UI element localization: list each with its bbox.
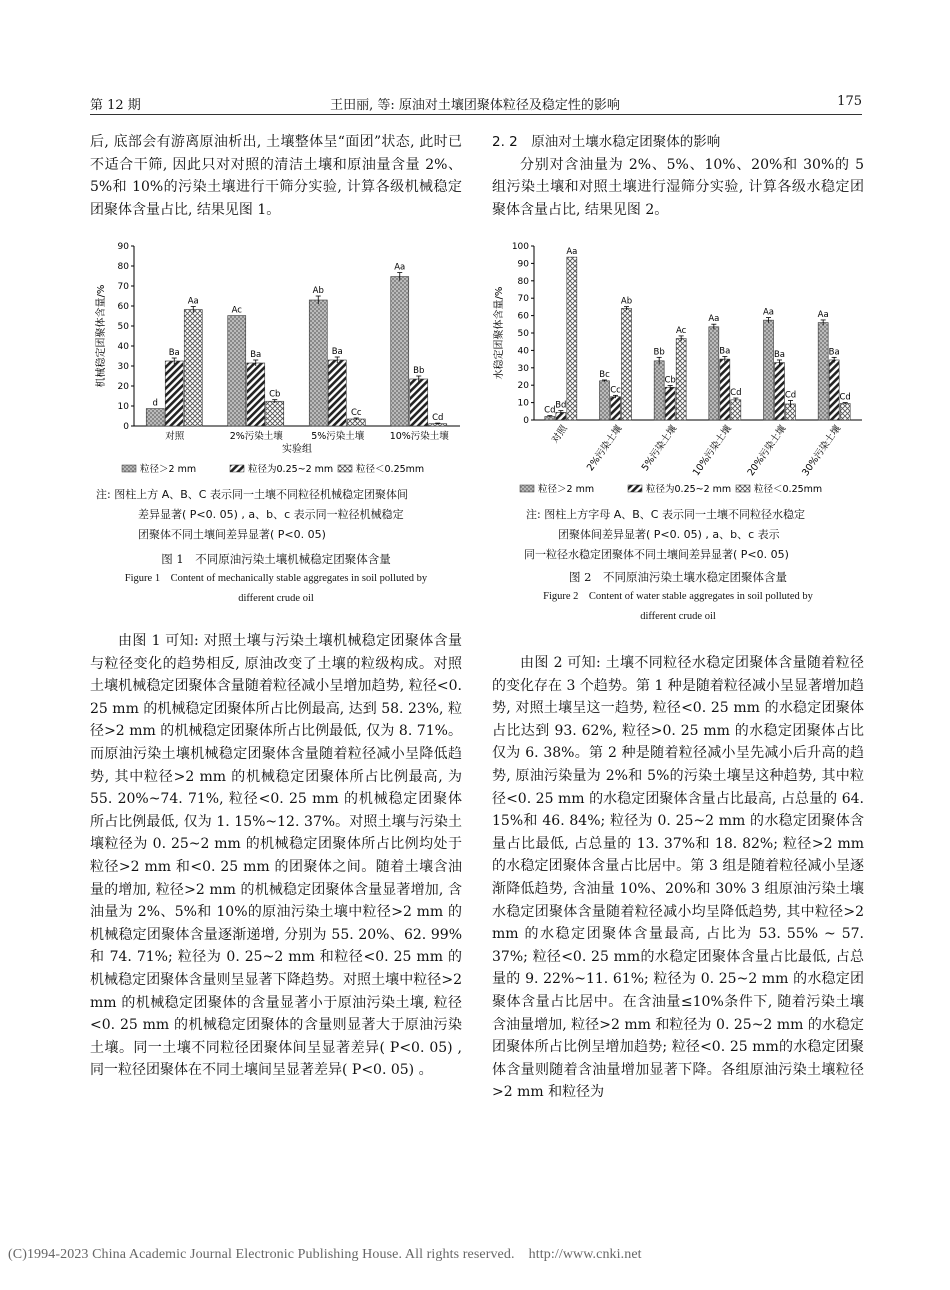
bar [764,320,774,420]
significance-label: Aa [762,307,775,318]
significance-label: Aa [187,296,199,307]
y-tick-label: 30 [517,363,529,374]
significance-label: Bc [599,369,610,380]
significance-label: Aa [708,314,720,325]
y-tick-label: 60 [117,302,129,312]
x-category-label: 对照 [549,423,570,446]
x-category-label: 10%污染土壤 [389,431,449,442]
bar [676,338,686,420]
left-body-paragraph: 由图 1 可知: 对照土壤与污染土壤机械稳定团聚体含量与粒径变化的趋势相反, 原油改变了土壤的粒级构成。对照土壤机械稳定团聚体含量随着粒径减小呈增加趋势, 粒径<0. 25 mm 的机械稳定团聚体所占比例最高, 达到 58. 23%, 粒径>2 mm 的机械稳定团聚体所占比例最低, 仅为 8. 71%。而原油污染土壤机械稳定团聚体含量随着粒径减小呈降低趋势, 其中粒径>2 mm 的机械稳定团聚体所占比例最高, 为 55. 20%~74. 71%, 粒径<0. 25 mm 的机械稳定团聚体所占比例最低, 仅为 1. 15%~12. 37%。对照土壤与污染土壤粒径为 0. 25~2 mm 的机械稳定团聚体所占比例均处于粒径>2 mm 和<0. 25 mm 的团聚体之间。随着土壤含油量的增加, 粒径>2 mm 的机械稳定团聚体含量显著增加, 含油量为 2%、5%和 10%的原油污染土壤中粒径>2 mm 的机械稳定团聚体含量逐渐递增, 分别为 55. 20%、62. 99%和 74. 71%; 粒径为 0. 25~2 mm 和粒径<0. 25 mm 的机械稳定团聚体含量则呈显著下降趋势。对照土壤中粒径>2 mm 的机械稳定团聚体的含量显著小于原油污染土壤, 粒径<0. 25 mm 的机械稳定团聚体的含量则显著大于原油污染土壤。同一土壤不同粒径团聚体间呈显著差异( P<0. 05) , 同一粒径团聚体在不同土壤间呈显著差异( P<0. 05) 。 [90,633,462,1079]
x-category-label: 20%污染土壤 [745,423,789,479]
x-category-label: 对照 [165,431,185,442]
significance-label: d [152,398,158,409]
significance-label: Cd [544,405,556,416]
legend-label: 粒径＞2 mm [140,464,197,475]
bar [775,363,785,420]
significance-label: Cc [350,408,362,418]
x-category-label: 5%污染土壤 [639,423,680,474]
y-tick-label: 70 [517,294,529,305]
y-tick-label: 40 [117,342,129,352]
y-tick-label: 60 [517,311,529,322]
significance-label: Ba [719,346,731,357]
legend-label: 粒径＜0.25mm [356,464,425,475]
y-tick-label: 90 [517,259,529,270]
bar [228,316,246,426]
x-category-label: 2%污染土壤 [585,423,625,474]
bar [391,277,409,426]
figure-2-caption-en: Figure 2 Content of water stable aggregates in soil polluted by [543,591,813,602]
x-axis-label: 实验组 [282,444,312,455]
right-body-paragraph: 由图 2 可知: 土壤不同粒径水稳定团聚体含量随着粒径的变化存在 3 个趋势。第 1 种是随着粒径减小呈显著增加趋势, 对照土壤呈这一趋势, 粒径<0. 25 mm 的水稳定团聚体占比达到 93. 62%, 粒径>0. 25 mm 的水稳定团聚体占比仅为 6. 38%。第 2 种是随着粒径减小呈先减小后升高的趋势, 原油污染量为 2%和 5%的污染土壤呈这种趋势, 其中粒径<0. 25 mm 的水稳定团聚体含量占比最高, 占总量的 64. 15%和 46. 84%; 粒径为 0. 25~2 mm 的水稳定团聚体含量占比最低, 占总量的 13. 37%和 18. 82%; 粒径>2 mm 的水稳定团聚体含量占比居中。第 3 组是随着粒径减小呈逐渐降低趋势, 含油量 10%、20%和 30% 3 组原油污染土壤水稳定团聚体含量随着粒径减小均呈降低趋势, 其中粒径>2 mm 的水稳定团聚体含量最高, 占比为 53. 55% ~ 57. 37%; 粒径<0. 25 mm的水稳定团聚体含量占比最低, 占总量的 9. 22%~11. 61%; 粒径为 0. 25~2 mm 的水稳定团聚体含量占比居中。在含油量≤10%条件下, 随着污染土壤含油量增加, 粒径>2 mm 和粒径为 0. 25~2 mm 的水稳定团聚体所占比例呈增加趋势; 粒径<0. 25 mm的水稳定团聚体含量则随着含油量增加显著下降。各组原油污染土壤粒径>2 mm 和粒径为 [492,655,864,1101]
bar [665,387,675,420]
significance-label: Cd [432,413,444,424]
running-title: 王田丽, 等: 原油对土壤团聚体粒径及稳定性的影响 [330,98,620,113]
bar [709,327,719,420]
legend-label: 粒径＞2 mm [538,484,595,495]
significance-label: Aa [817,309,829,320]
bar [840,403,850,420]
significance-label: Ba [828,347,840,358]
header-rule [90,114,862,115]
significance-label: Cb [269,389,281,400]
left-intro-paragraph: 后, 底部会有游离原油析出, 土壤整体呈“面团”状态, 此时已不适合干筛, 因此只对对照的清洁土壤和原油量含量 2%、5%和 10%的污染土壤进行干筛分实验, 计算各级机械稳定团聚体含量占比, 结果见图 1。 [90,134,462,218]
y-tick-label: 90 [117,242,129,252]
legend-swatch [122,465,136,472]
figure-2-caption: 图 2 不同原油污染土壤水稳定团聚体含量 [569,570,787,584]
fig1-note-line: 团聚体不同土壤间差异显著( P<0. 05) [138,528,326,541]
significance-label: Ba [168,348,180,358]
y-tick-label: 30 [117,362,129,372]
bar [600,381,610,420]
significance-label: Aa [394,262,406,273]
y-axis-label: 机械稳定团聚体含量/% [96,284,107,388]
fig2-note-line: 注: 图柱上方字母 A、B、C 表示同一土壤不同粒径水稳定 [526,508,805,521]
y-tick-label: 10 [117,402,129,412]
right-intro-paragraph: 分别对含油量为 2%、5%、10%、20%和 30%的 5 组污染土壤和对照土壤进行湿筛分实验, 计算各级水稳定团聚体含量占比, 结果见图 2。 [492,156,864,218]
bar [829,360,839,420]
fig1-note-line: 差异显著( P<0. 05) , a、b、c 表示同一粒径机械稳定 [138,508,404,521]
y-tick-label: 80 [117,262,129,272]
section-heading: 2. 2 原油对土壤水稳定团聚体的影响 [492,134,721,150]
x-category-label: 30%污染土壤 [800,423,844,479]
figure-1-caption-en: Figure 1 Content of mechanically stable aggregates in soil polluted by [124,573,428,584]
bar [184,310,202,426]
bar [146,409,164,426]
fig1-note-line: 注: 图柱上方 A、B、C 表示同一土壤不同粒径机械稳定团聚体间 [96,488,408,501]
significance-label: Ac [231,305,242,316]
bar [654,361,664,420]
figure-1-caption-en: different crude oil [238,593,314,604]
y-tick-label: 100 [511,242,529,252]
legend-swatch [520,485,534,492]
bar [818,323,828,420]
fig2-note-line: 团聚体间差异显著( P<0. 05) , a、b、c 表示 [558,528,780,541]
bar [720,359,730,420]
y-tick-label: 50 [517,329,529,339]
bar [309,300,327,426]
y-tick-label: 40 [517,346,529,357]
y-tick-label: 20 [517,381,529,392]
bar [247,363,265,426]
bar [567,257,577,420]
significance-label: Ab [620,296,633,307]
legend-label: 粒径＜0.25mm [754,484,823,495]
significance-label: Ab [312,286,324,297]
significance-label: Bb [413,366,425,376]
page-number: 175 [837,94,862,109]
issue-number: 第 12 期 [90,98,141,113]
significance-label: Ba [250,350,262,360]
significance-label: Cb [664,375,676,386]
bar [611,397,621,420]
significance-label: Aa [566,247,578,258]
y-tick-label: 0 [523,416,529,426]
bar [622,308,632,420]
bar [328,360,346,426]
significance-label: Bb [653,347,665,358]
copyright-footer: (C)1994-2023 China Academic Journal Electronic Publishing House. All rights reserved. http://www.cnki.net [8,1247,642,1262]
legend-label: 粒径为0.25~2 mm [248,464,334,475]
x-category-label: 5%污染土壤 [311,431,365,442]
legend-swatch [230,465,244,472]
significance-label: Cd [784,390,797,401]
y-tick-label: 50 [117,322,129,332]
figure-1-notes [90,485,462,609]
fig2-note-line: 同一粒径水稳定团聚体不同土壤间差异显著( P<0. 05) [524,548,789,561]
y-tick-label: 0 [123,422,129,432]
figure-2-notes [492,505,864,627]
legend-label: 粒径为0.25~2 mm [646,484,732,495]
bar [410,379,428,426]
right-column [492,131,864,221]
y-tick-label: 70 [117,282,129,292]
x-category-label: 2%污染土壤 [229,431,283,442]
figure-2-chart [490,236,870,498]
significance-label: Cc [610,385,621,396]
y-tick-label: 80 [517,276,529,287]
significance-label: Bd [555,400,567,411]
x-category-label: 10%污染土壤 [690,423,734,479]
significance-label: Ac [675,325,687,336]
y-tick-label: 10 [517,398,529,409]
figure-2-caption-en: different crude oil [640,611,716,622]
bar [165,361,183,426]
significance-label: Ba [773,349,786,360]
significance-label: Ba [331,347,343,357]
legend-swatch [338,465,352,472]
left-body [90,630,462,1082]
right-body [492,652,864,1104]
bar [731,400,741,420]
figure-1-caption: 图 1 不同原油污染土壤机械稳定团聚体含量 [161,552,391,566]
left-column [90,131,462,221]
legend-swatch [736,485,750,492]
significance-label: Cd [730,388,742,399]
significance-label: Cd [839,392,851,403]
legend-swatch [628,485,642,492]
figure-1-chart [90,236,470,478]
bar [347,419,365,426]
y-axis-label: 水稳定团聚体含量/% [494,286,505,380]
bar [266,401,284,426]
y-tick-label: 20 [117,382,129,392]
